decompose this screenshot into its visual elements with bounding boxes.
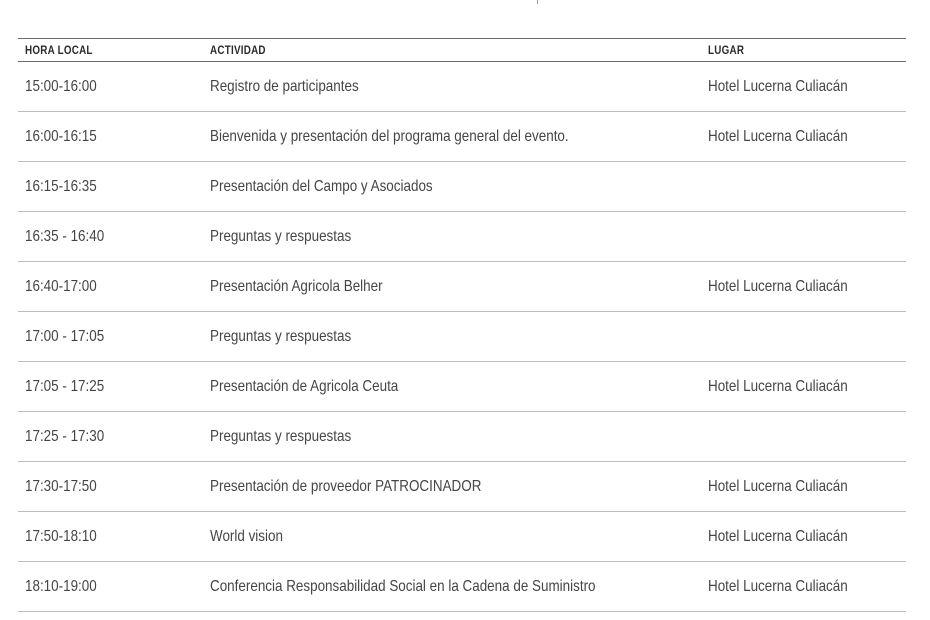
header-location-cell bbox=[708, 43, 906, 57]
row-location: Hotel Lucerna Culiacán bbox=[708, 127, 848, 145]
row-time: 17:30-17:50 bbox=[25, 477, 97, 495]
top-divider-mark bbox=[537, 0, 538, 4]
table-row bbox=[18, 362, 906, 412]
row-time: 17:00 - 17:05 bbox=[25, 327, 105, 345]
row-location: Hotel Lucerna Culiacán bbox=[708, 277, 848, 295]
row-time: 17:50-18:10 bbox=[25, 527, 97, 545]
schedule-table bbox=[18, 38, 906, 612]
table-row bbox=[18, 562, 906, 612]
header-activity: ACTIVIDAD bbox=[210, 43, 266, 57]
header-location: LUGAR bbox=[708, 43, 745, 57]
row-time: 16:40-17:00 bbox=[25, 277, 97, 295]
row-time: 17:05 - 17:25 bbox=[25, 377, 105, 395]
row-activity: Presentación del Campo y Asociados bbox=[210, 177, 433, 195]
row-location: Hotel Lucerna Culiacán bbox=[708, 477, 848, 495]
table-row bbox=[18, 512, 906, 562]
row-activity: World vision bbox=[210, 527, 283, 545]
row-location: Hotel Lucerna Culiacán bbox=[708, 377, 848, 395]
table-row bbox=[18, 162, 906, 212]
row-activity: Presentación de proveedor PATROCINADOR bbox=[210, 477, 482, 495]
row-time: 16:00-16:15 bbox=[25, 127, 97, 145]
header-activity-cell bbox=[210, 43, 708, 57]
row-location: Hotel Lucerna Culiacán bbox=[708, 527, 848, 545]
row-activity: Preguntas y respuestas bbox=[210, 427, 352, 445]
row-time: 16:15-16:35 bbox=[25, 177, 97, 195]
table-row bbox=[18, 262, 906, 312]
row-activity: Bienvenida y presentación del programa general del evento. bbox=[210, 127, 569, 145]
row-time: 16:35 - 16:40 bbox=[25, 227, 105, 245]
table-row bbox=[18, 312, 906, 362]
row-time: 15:00-16:00 bbox=[25, 77, 97, 95]
row-time: 18:10-19:00 bbox=[25, 577, 97, 595]
row-activity: Preguntas y respuestas bbox=[210, 227, 352, 245]
row-activity: Presentación de Agricola Ceuta bbox=[210, 377, 399, 395]
table-row bbox=[18, 412, 906, 462]
row-activity: Preguntas y respuestas bbox=[210, 327, 352, 345]
row-location: Hotel Lucerna Culiacán bbox=[708, 577, 848, 595]
row-location: Hotel Lucerna Culiacán bbox=[708, 77, 848, 95]
row-activity: Registro de participantes bbox=[210, 77, 359, 95]
table-header bbox=[18, 38, 906, 62]
table-row bbox=[18, 212, 906, 262]
row-time: 17:25 - 17:30 bbox=[25, 427, 105, 445]
row-activity: Presentación Agricola Belher bbox=[210, 277, 383, 295]
header-time-cell bbox=[18, 43, 210, 57]
row-activity: Conferencia Responsabilidad Social en la Cadena de Suministro bbox=[210, 577, 596, 595]
table-row bbox=[18, 62, 906, 112]
table-row bbox=[18, 112, 906, 162]
header-time: HORA LOCAL bbox=[25, 43, 93, 57]
table-row bbox=[18, 462, 906, 512]
